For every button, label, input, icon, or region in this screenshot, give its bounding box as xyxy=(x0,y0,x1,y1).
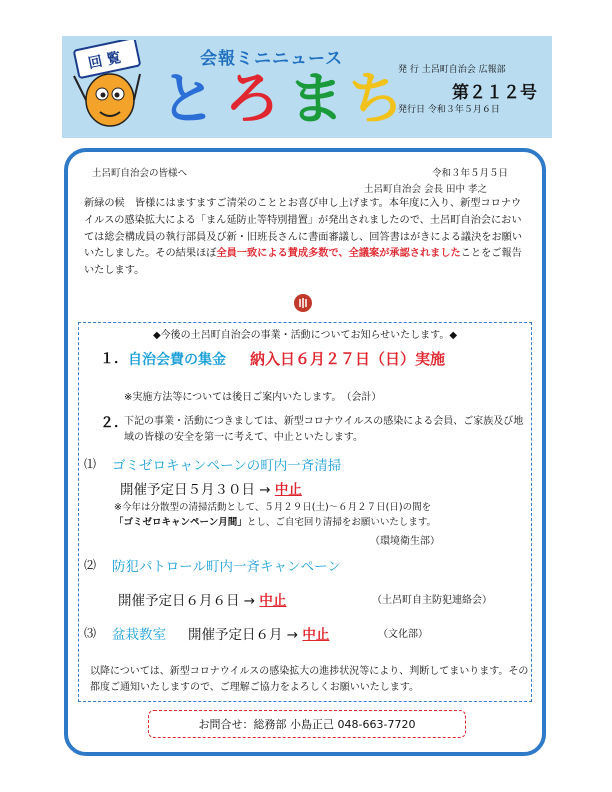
sub3-schedule xyxy=(188,623,329,643)
issue-date: 発行日 令和３年５月６日 xyxy=(398,105,500,115)
sub1-note-bold: 「ゴミゼロキャンペーン月間」 xyxy=(114,517,247,528)
sub2-schedule xyxy=(118,589,286,609)
salutation: 土呂町自治会の皆様へ xyxy=(92,168,188,179)
item1-title: 自治会費の集金 xyxy=(128,352,226,368)
divider-icon xyxy=(293,293,313,313)
sub1-note xyxy=(114,500,524,530)
signature: 土呂町自治会 会長 田中 孝之 xyxy=(364,184,488,195)
stamp-text: 回 覧 xyxy=(86,49,123,73)
sub1-label: ⑴ xyxy=(84,457,97,471)
title-char-3: ま xyxy=(288,67,344,132)
sub2-org: （土呂町自主防犯連絡会） xyxy=(372,595,492,606)
item2-number: ２． xyxy=(100,415,128,431)
item1-note: ※実施方法等については後日ご案内いたします。 （会計） xyxy=(124,392,382,403)
body-text: 新緑の候 皆様にはますますご清栄のこととお喜び申し上げます。本年度に入り、新型コロナウイルスの感染拡大による「まん延防止等特別措置」が発出されましたので、土呂町自治会においては総会構成員の執行部員及び新・旧班長さんに書面審議し、回答書はがきによる議決をお願いいたしました。その結果ほぼ xyxy=(84,198,523,260)
contact-info: お問合せ：総務部 小島正己 048-663-7720 xyxy=(198,718,416,731)
closing-text: 以降については、新型コロナウイルスの感染拡大の進捗状況等により、判断してまいります。その都度ご通知いたしますので、ご理解ご協力をよろしくお願いいたします。 xyxy=(90,666,529,693)
letter-date: 令和３年５月５日 xyxy=(432,168,509,179)
sub2-label: ⑵ xyxy=(84,558,97,572)
publisher: 発 行 土呂町自治会 広報部 xyxy=(398,65,506,75)
newsletter-subtitle: 会報ミニニュース xyxy=(200,49,344,69)
issue-number: 第２１２号 xyxy=(452,83,537,103)
sub1-note-line2: とし、ご自宅回り清掃をお願いいたします。 xyxy=(246,517,437,528)
letter-body xyxy=(84,196,530,280)
item2-text: 下記の事業・活動につきましては、新型コロナウイルスの感染による会員、ご家族及び地域の皆様の安全を第一に考えて、中止といたします。 xyxy=(124,416,524,443)
body-text-end: ことをご報告いたします。 xyxy=(84,248,522,277)
sub3-cancel: 中止 xyxy=(302,627,330,643)
item1-due: 納入日６月２７日（日）実施 xyxy=(250,350,446,368)
sub1-title: ゴミゼロキャンペーンの町内一斉清掃 xyxy=(112,458,342,474)
sub2-title: 防犯パトロール町内一斉キャンペーン xyxy=(112,559,341,575)
body-highlight: 全員一致による賛成多数で、全議案が承認されました xyxy=(216,248,461,260)
sub3-title: 盆栽教室 xyxy=(112,627,166,643)
sub3-sched-text: 開催予定日６月 → xyxy=(188,627,303,643)
sub1-sched-text: 開催予定日５月３０日 → xyxy=(120,482,275,498)
sub3-label: ⑶ xyxy=(84,626,97,640)
sub3-org: （文化部） xyxy=(378,629,428,640)
title-char-2: ろ xyxy=(224,67,280,132)
sub1-note-line1: ※今年は分散型の清掃活動として、５月２９日(土)～６月２７日(日)の間を xyxy=(114,502,432,513)
sub1-schedule xyxy=(120,478,302,498)
sub1-cancel: 中止 xyxy=(274,482,302,498)
title-char-1: と xyxy=(160,67,216,132)
item1-number: １． xyxy=(100,351,128,367)
notice-heading: ◆今後の土呂町自治会の事業・活動についてお知らせいたします。◆ xyxy=(152,330,458,341)
sub2-sched-text: 開催予定日６月６日 → xyxy=(118,593,260,609)
sub1-org: （環境衛生部） xyxy=(370,536,440,547)
sub2-cancel: 中止 xyxy=(259,593,287,609)
title-char-4: ち xyxy=(348,67,404,132)
